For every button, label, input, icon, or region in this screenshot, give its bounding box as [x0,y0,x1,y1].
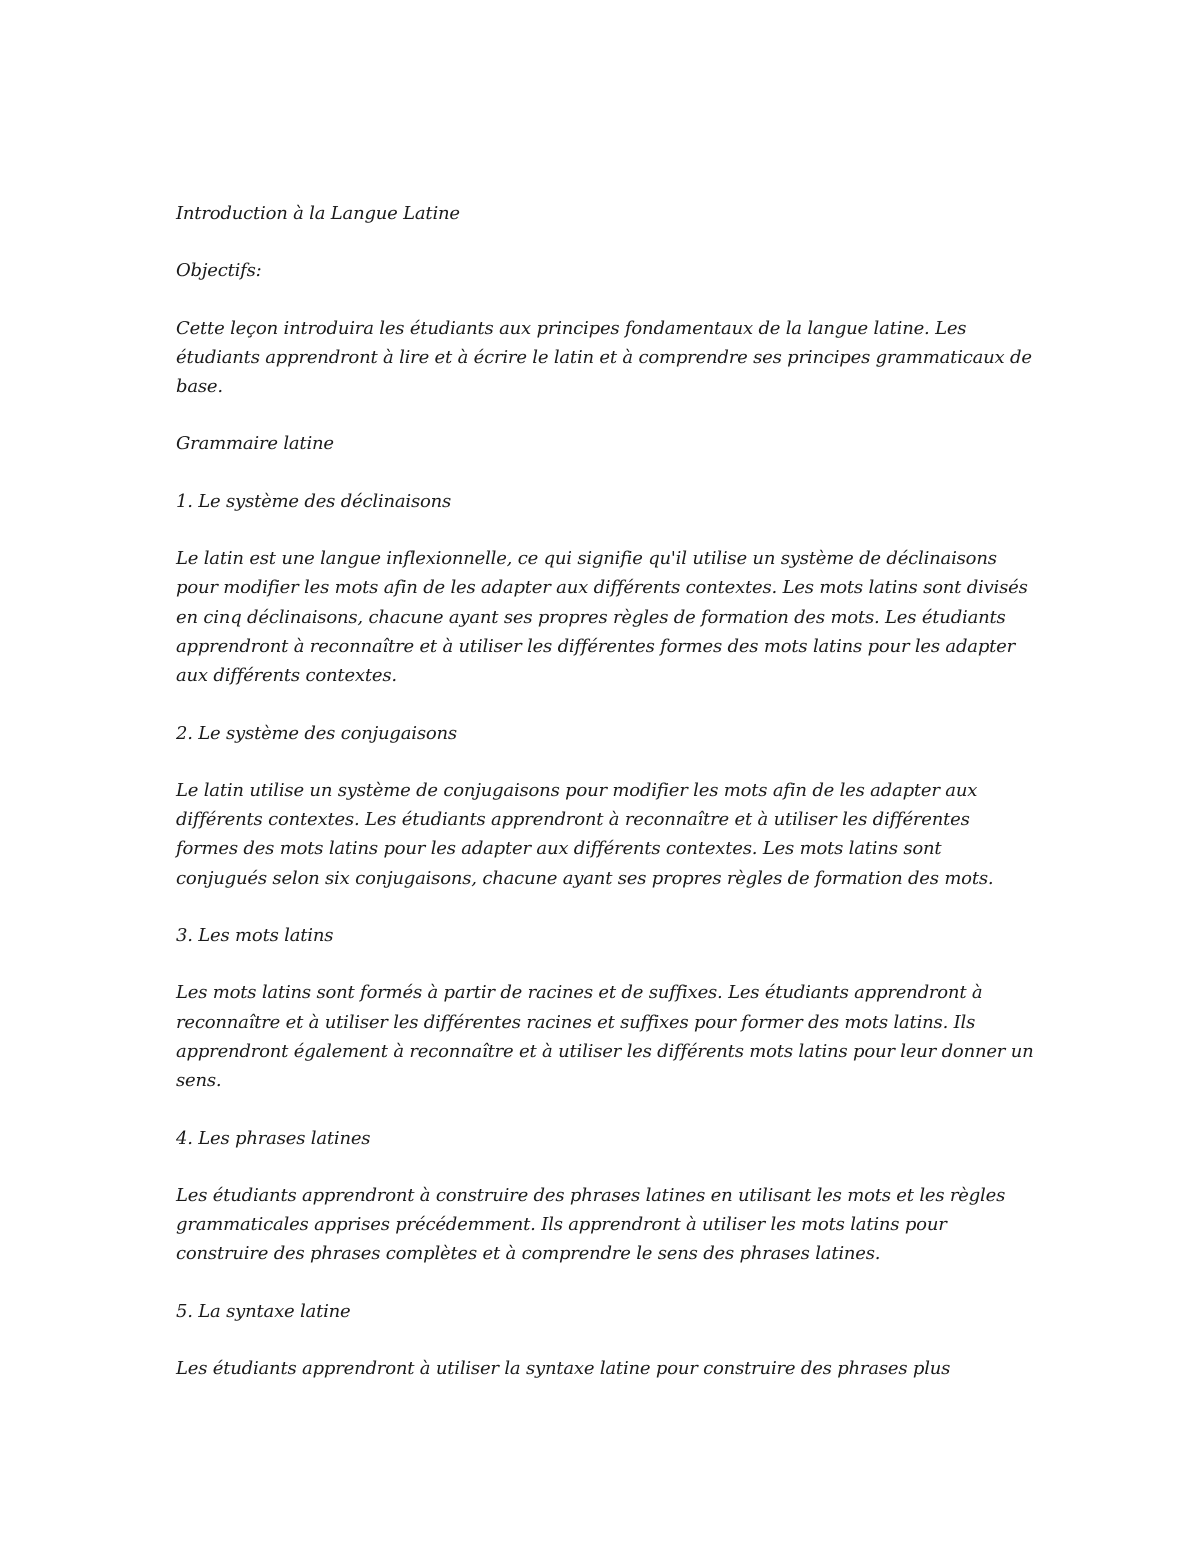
document-body [176,199,1036,1411]
grammar-heading: Grammaire latine [176,433,334,455]
section-paragraph-conjugations: Le latin utilise un système de conjugaisons pour modifier les mots afin de les adapter aux différents contextes. Les étudiants apprendront à reconnaître et à utiliser les différentes formes des mots latins pour les adapter aux différents contextes. Les mots latins sont conjugués selon six conjugaisons, chacune ayant ses propres règles de formation des mots. [176,779,994,889]
objectives-heading: Objectifs: [176,260,262,282]
section-paragraph-sentences: Les étudiants apprendront à construire des phrases latines en utilisant les mots et les règles grammaticales apprises précédemment. Ils apprendront à utiliser les mots latins pour construire des phrases complètes et à comprendre le sens des phrases latines. [176,1184,1006,1265]
section-heading-sentences: 4. Les phrases latines [176,1127,371,1149]
document-title: Introduction à la Langue Latine [176,203,460,224]
objectives-paragraph: Cette leçon introduira les étudiants aux principes fondamentaux de la langue latine. Les étudiants apprendront à lire et à écrire le latin et à comprendre ses principes grammaticaux de base. [176,317,1032,398]
section-paragraph-syntax: Les étudiants apprendront à utiliser la syntaxe latine pour construire des phrases plus [176,1358,951,1380]
section-heading-words: 3. Les mots latins [176,925,334,947]
section-heading-conjugations: 2. Le système des conjugaisons [176,722,457,744]
section-paragraph-words: Les mots latins sont formés à partir de racines et de suffixes. Les étudiants apprendront à reconnaître et à utiliser les différentes racines et suffixes pour former des mots latins. Ils apprendront également à reconnaître et à utiliser les différents mots latins pour leur donner un sens. [176,982,1034,1092]
section-heading-syntax: 5. La syntaxe latine [176,1300,351,1322]
section-paragraph-declensions: Le latin est une langue inflexionnelle, ce qui signifie qu'il utilise un système de déclinaisons pour modifier les mots afin de les adapter aux différents contextes. Les mots latins sont divisés en cinq déclinaisons, chacune ayant ses propres règles de formation des mots. Les étudiants apprendront à reconnaître et à utiliser les différentes formes des mots latins pour les adapter aux différents contextes. [176,548,1028,687]
section-heading-declensions: 1. Le système des déclinaisons [176,490,452,512]
